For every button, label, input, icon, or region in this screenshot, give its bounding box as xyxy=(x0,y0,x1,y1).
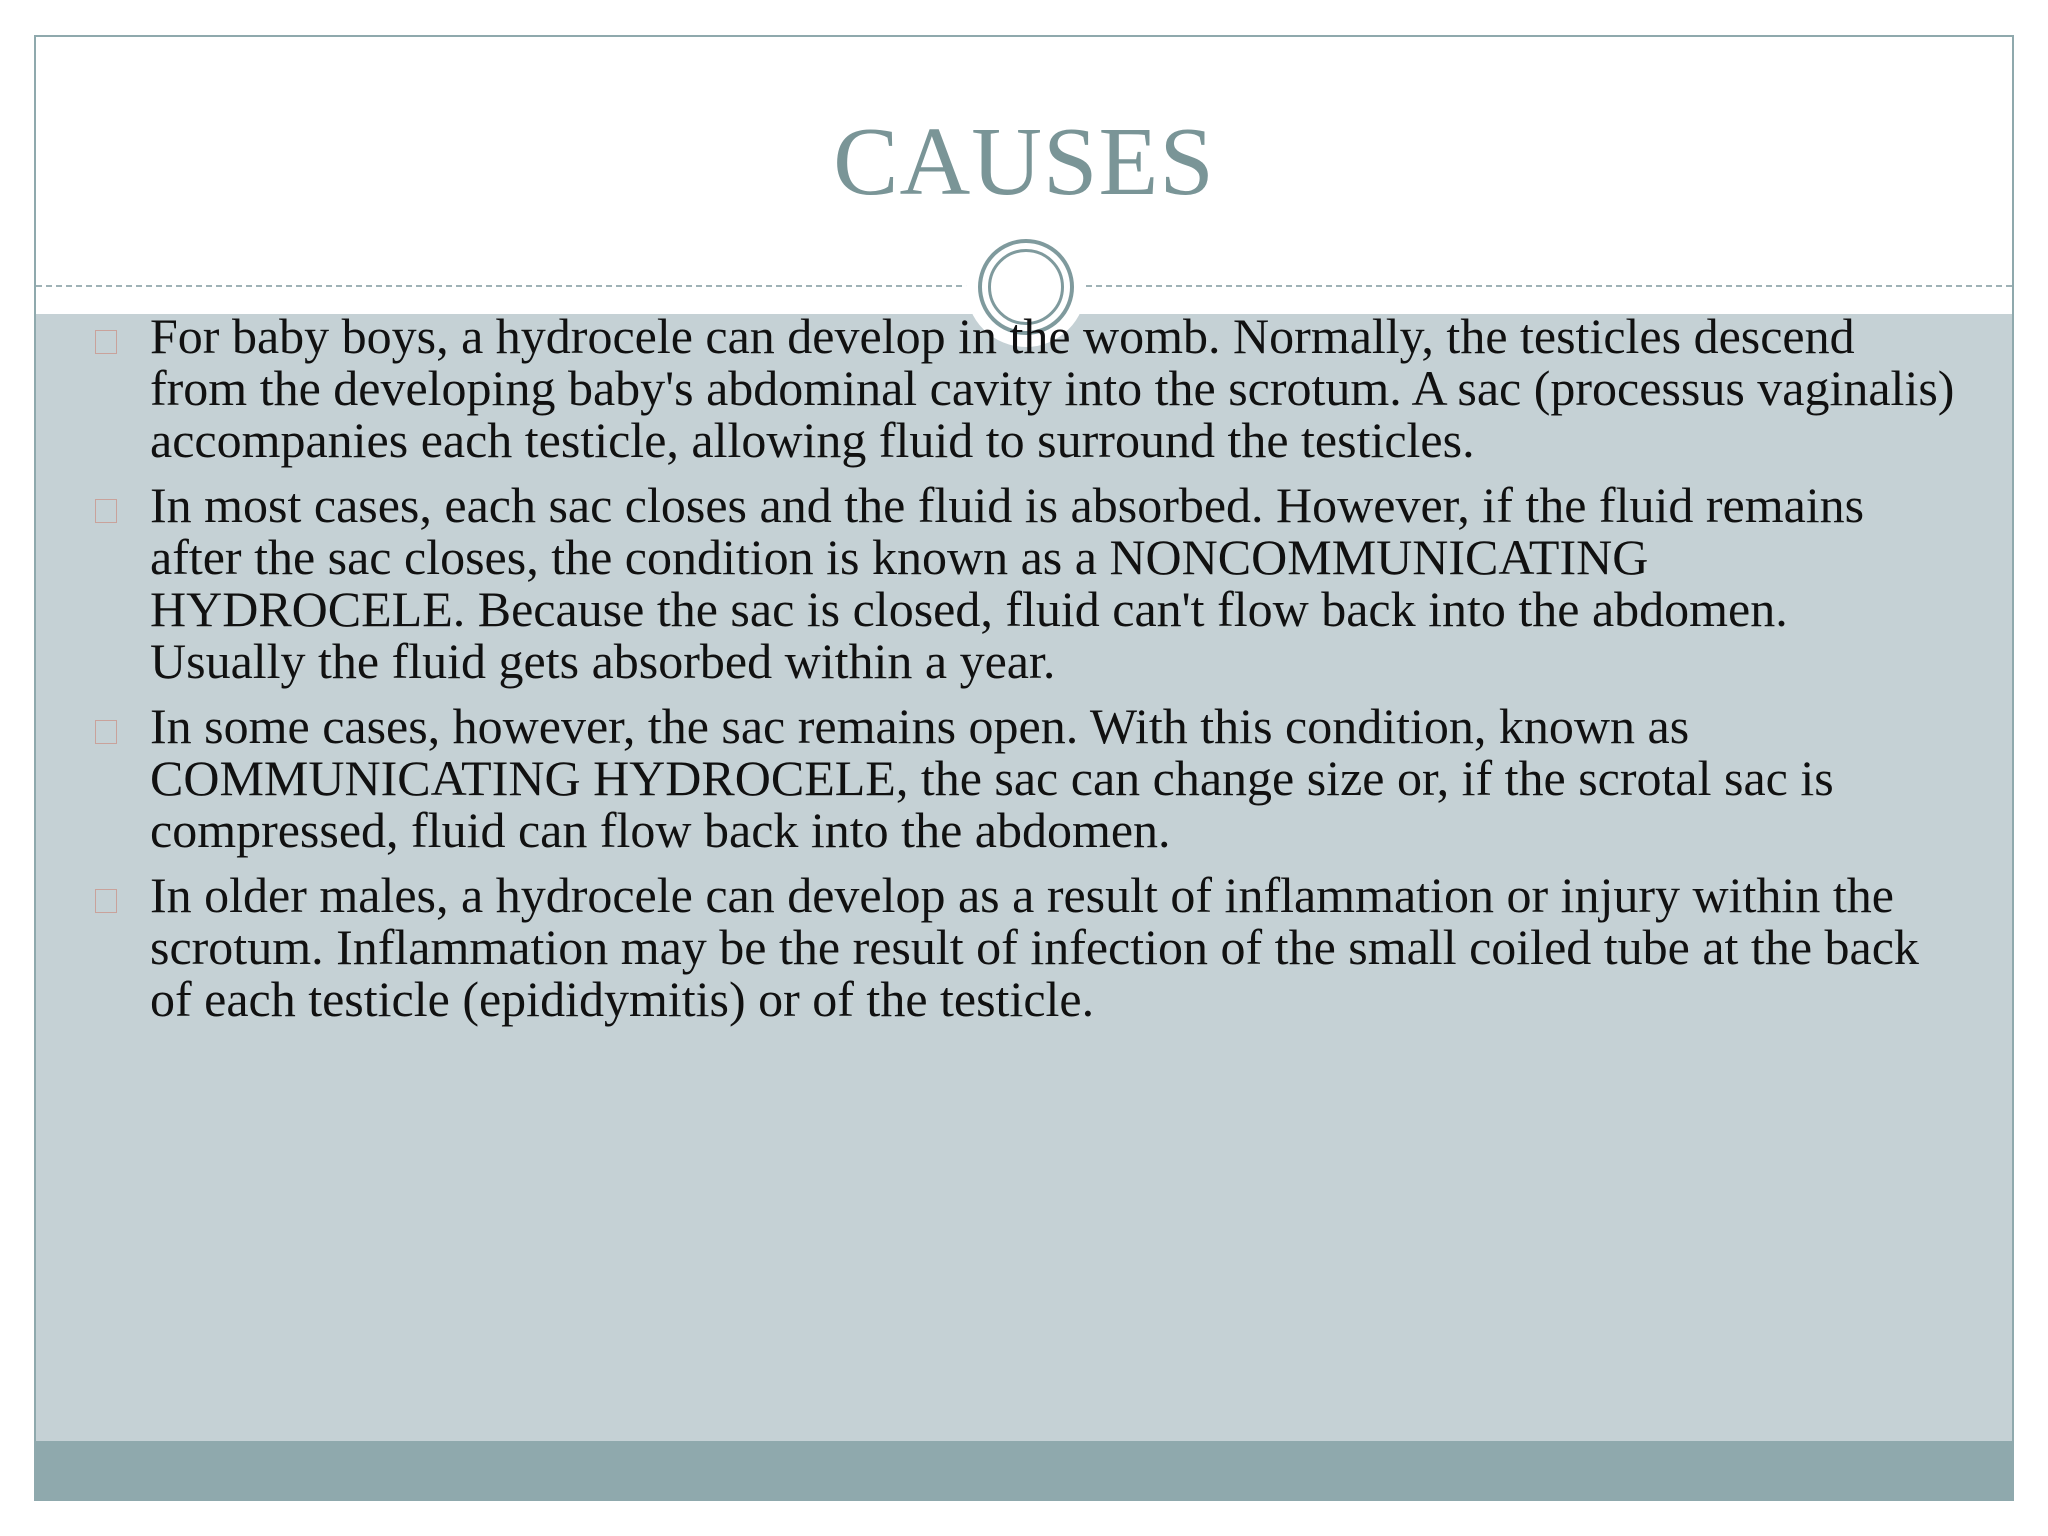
square-bullet-icon xyxy=(95,720,117,744)
footer-band xyxy=(36,1441,2012,1501)
bullet-text: For baby boys, a hydrocele can develop in the womb. Normally, the testicles descend from the developing baby's abdominal cavity into the scrotum. A sac (processus vaginalis) accompanies each testicle, allowing fluid to surround the testicles. xyxy=(150,308,1955,468)
bullet-text: In older males, a hydrocele can develop as a result of inflammation or injury within the scrotum. Inflammation may be the result of infection of the small coiled tube at the back of each testicle (epididymitis) or of the testicle. xyxy=(150,867,1919,1027)
bullet-item xyxy=(55,869,1955,1025)
bullet-text: In some cases, however, the sac remains open. With this condition, known as COMMUNICATING HYDROCELE, the sac can change size or, if the scrotal sac is compressed, fluid can flow back into the abdomen. xyxy=(150,698,1834,858)
bullet-text: In most cases, each sac closes and the fluid is absorbed. However, if the fluid remains after the sac closes, the condition is known as a NONCOMMUNICATING HYDROCELE. Because the sac is closed, fluid can't flow back into the abdomen. Usually the fluid gets absorbed within a year. xyxy=(150,477,1865,689)
bullet-item xyxy=(55,700,1955,856)
slide-title: CAUSES xyxy=(833,108,1215,216)
square-bullet-icon xyxy=(95,499,117,523)
bullet-list xyxy=(55,310,1955,1038)
bullet-item xyxy=(55,479,1955,687)
bullet-item xyxy=(55,310,1955,466)
square-bullet-icon xyxy=(95,889,117,913)
square-bullet-icon xyxy=(95,330,117,354)
